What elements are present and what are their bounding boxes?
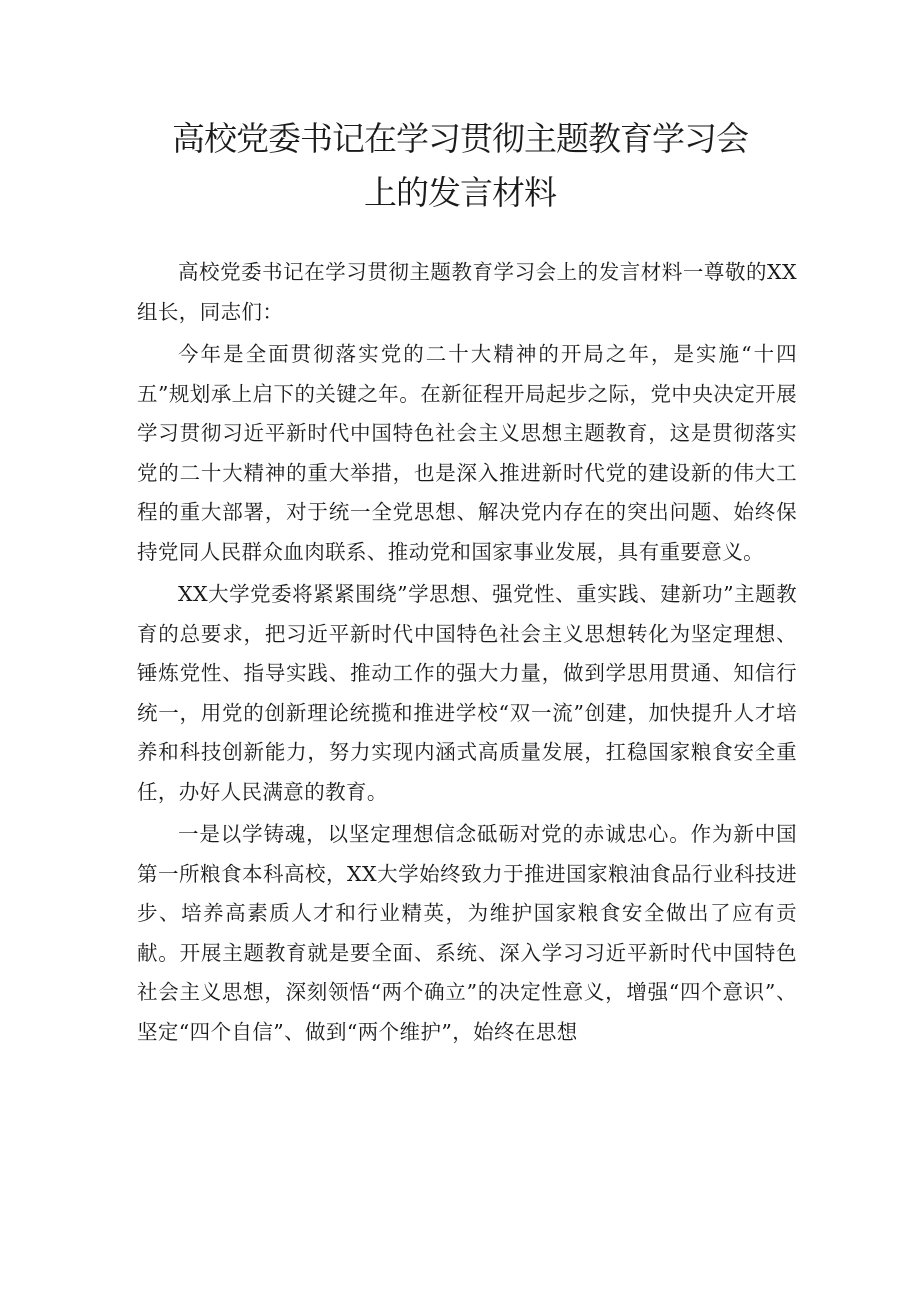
paragraph-background: 今年是全面贯彻落实党的二十大精神的开局之年，是实施“十四五”规划承上启下的关键之年。在新征程开局起步之际，党中央决定开展学习贯彻习近平新时代中国特色社会主义思想主题教育，这是贯彻落实党的二十大精神的重大举措，也是深入推进新时代党的建设新的伟大工程的重大部署，对于统一全党思想、解决党内存在的突出问题、始终保持党同人民群众血肉联系、推动党和国家事业发展，具有重要意义。 [137, 342, 797, 564]
document-body [137, 253, 797, 1055]
title-line-1: 高校党委书记在学习贯彻主题教育学习会 [172, 119, 748, 158]
title-line-2: 上的发言材料 [364, 173, 556, 212]
paragraph-salutation: 高校党委书记在学习贯彻主题教育学习会上的发言材料一尊敬的XX组长，同志们： [137, 260, 797, 324]
paragraph-point-one: 一是以学铸魂，以坚定理想信念砥砺对党的赤诚忠心。作为新中国第一所粮食本科高校，XX大学始终致力于推进国家粮油食品行业科技进步、培养高素质人才和行业精英，为维护国家粮食安全做出了应有贡献。开展主题教育就是要全面、系统、深入学习习近平新时代中国特色社会主义思想，深刻领悟“两个确立”的决定性意义，增强“四个意识”、坚定“四个自信”、做到“两个维护”，始终在思想 [137, 822, 797, 1044]
document-title [140, 112, 780, 220]
paragraph-requirements: XX大学党委将紧紧围绕”学思想、强党性、重实践、建新功”主题教育的总要求，把习近平新时代中国特色社会主义思想转化为坚定理想、锤炼党性、指导实践、推动工作的强大力量，做到学思用贯通、知信行统一，用党的创新理论统揽和推进学校“双一流”创建，加快提升人才培养和科技创新能力，努力实现内涵式高质量发展，扛稳国家粮食安全重任，办好人民满意的教育。 [137, 582, 797, 804]
